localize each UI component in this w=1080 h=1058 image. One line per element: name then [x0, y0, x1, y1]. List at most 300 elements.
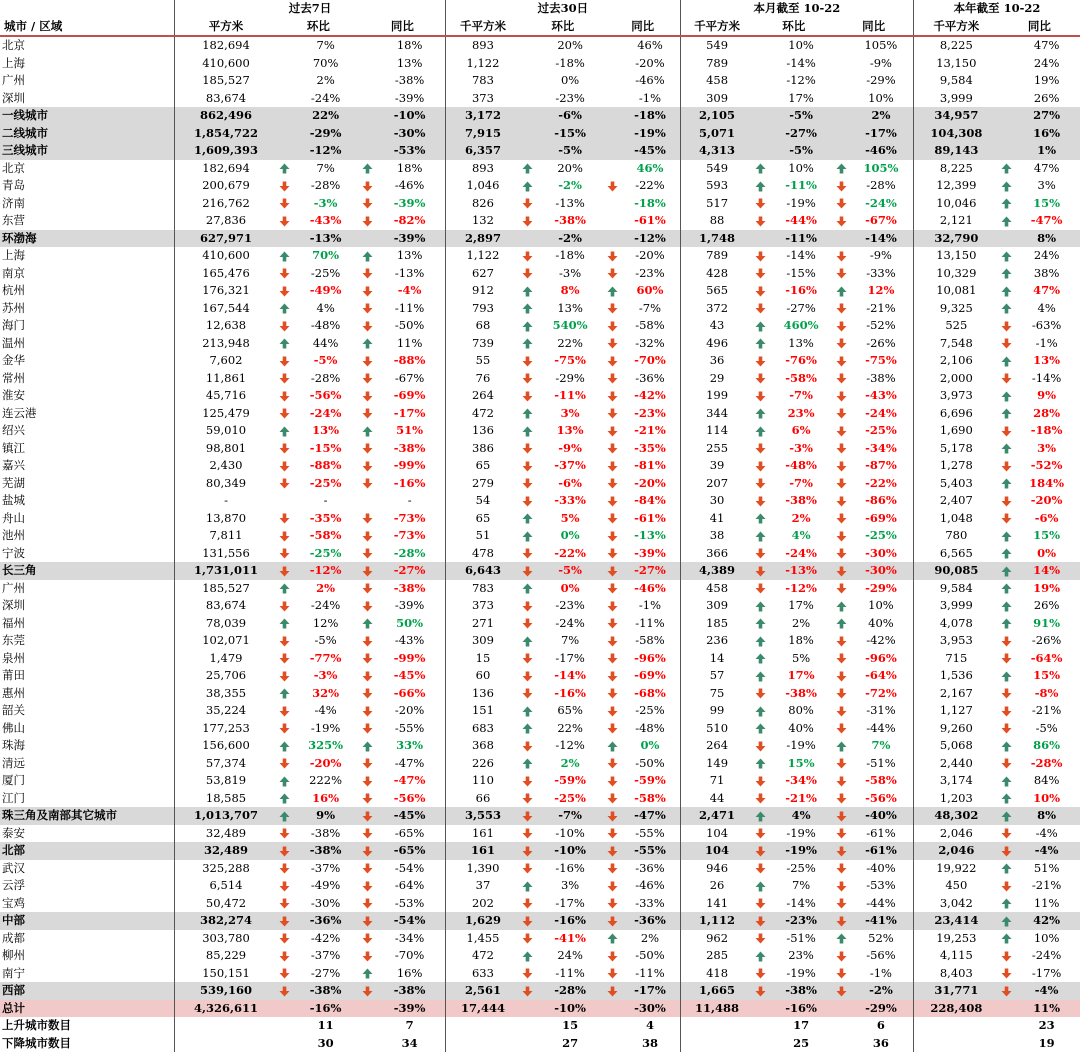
arrow-down-icon — [605, 247, 620, 265]
change-cell: -39% — [393, 230, 426, 245]
arrow-down-icon — [753, 842, 768, 860]
arrow-down-icon — [753, 930, 768, 948]
arrow-down-icon — [360, 580, 375, 598]
value-cell: 15 — [445, 650, 520, 668]
change-cell: -5% — [558, 563, 582, 577]
change-cell: -17% — [555, 895, 585, 910]
change-cell: -40% — [866, 860, 896, 875]
value-cell: 31,771 — [913, 982, 998, 1000]
yoy-header: 同比 — [360, 18, 445, 37]
change-cell: -9% — [869, 55, 892, 70]
arrow-down-icon — [520, 737, 535, 755]
change-cell: -47% — [634, 808, 666, 822]
change-cell: 17% — [787, 668, 815, 682]
value-cell: 98,801 — [175, 440, 277, 458]
row-label: 金华 — [2, 353, 25, 367]
value-cell: 182,694 — [175, 160, 277, 178]
change-cell: 4 — [645, 1018, 654, 1032]
change-cell: -12% — [785, 580, 817, 595]
value-cell: 110 — [445, 772, 520, 790]
change-cell: 17% — [788, 90, 814, 105]
arrow-down-icon — [277, 632, 292, 650]
table-row — [0, 247, 1080, 265]
arrow-up-icon — [520, 702, 535, 720]
value-cell: 264 — [680, 737, 753, 755]
arrow-up-icon — [999, 772, 1014, 790]
change-cell: -15% — [786, 265, 816, 280]
row-label: 二线城市 — [2, 125, 48, 140]
arrow-down-icon — [520, 212, 535, 230]
change-cell: -30% — [634, 1000, 666, 1015]
value-cell: 309 — [680, 597, 753, 615]
change-cell: 28% — [1033, 405, 1061, 420]
value-cell: 11,861 — [175, 370, 277, 388]
value-cell: 55 — [445, 352, 520, 370]
arrow-down-icon — [360, 772, 375, 790]
arrow-up-icon — [999, 265, 1014, 283]
change-cell: -12% — [555, 738, 585, 752]
value-cell: 53,819 — [175, 772, 277, 790]
change-cell: -59% — [554, 773, 586, 787]
arrow-up-icon — [520, 422, 535, 440]
change-cell: 32% — [312, 685, 340, 700]
value-cell: 893 — [445, 36, 520, 55]
value-cell: 2,471 — [680, 807, 753, 825]
table-row — [0, 702, 1080, 720]
change-cell: -53% — [394, 895, 425, 910]
value-cell: 1,455 — [445, 930, 520, 948]
icon-slot — [277, 55, 292, 73]
change-cell: -43% — [865, 388, 897, 402]
arrow-up-icon — [753, 947, 768, 965]
value-cell: 4,313 — [680, 142, 753, 160]
value-cell: 12,638 — [175, 317, 277, 335]
row-label: 福州 — [2, 615, 25, 630]
yoy-header: 同比 — [999, 18, 1080, 37]
value-cell: 739 — [445, 335, 520, 353]
arrow-up-icon — [999, 807, 1014, 825]
change-cell: -25% — [310, 265, 341, 280]
change-cell: 17 — [793, 1018, 810, 1032]
change-cell: -76% — [785, 353, 817, 367]
arrow-down-icon — [277, 702, 292, 720]
value-cell: 88 — [680, 212, 753, 230]
icon-slot — [753, 90, 768, 108]
change-cell: -61% — [634, 510, 666, 525]
change-cell: -73% — [393, 510, 426, 525]
change-cell: -38% — [785, 983, 817, 997]
arrow-down-icon — [753, 265, 768, 283]
value-cell: 264 — [445, 387, 520, 405]
change-cell: -66% — [393, 685, 426, 700]
group-header-year: 本年截至 10-22 — [913, 0, 1080, 18]
ring-header: 环比 — [277, 18, 360, 37]
arrow-down-icon — [605, 370, 620, 388]
change-cell: 13% — [556, 423, 584, 437]
change-cell: -18% — [1030, 423, 1063, 437]
value-cell: 1,122 — [445, 55, 520, 73]
arrow-down-icon — [753, 352, 768, 370]
change-cell: -46% — [394, 178, 425, 192]
value-cell: 78,039 — [175, 615, 277, 633]
arrow-down-icon — [277, 860, 292, 878]
change-cell: -61% — [634, 213, 666, 227]
change-cell: -43% — [394, 633, 425, 647]
table-row — [0, 685, 1080, 703]
value-cell: 39 — [680, 457, 753, 475]
icon-slot — [999, 55, 1014, 73]
change-cell: 460% — [783, 318, 819, 332]
arrow-down-icon — [605, 580, 620, 598]
arrow-down-icon — [520, 457, 535, 475]
arrow-down-icon — [520, 667, 535, 685]
value-cell: 8,225 — [913, 36, 998, 55]
arrow-down-icon — [605, 492, 620, 510]
change-cell: -75% — [554, 353, 586, 367]
change-cell: 38% — [1033, 265, 1060, 280]
table-row — [0, 317, 1080, 335]
value-cell: 472 — [445, 405, 520, 423]
arrow-down-icon — [834, 860, 849, 878]
arrow-down-icon — [834, 947, 849, 965]
change-cell: -61% — [865, 843, 897, 857]
change-cell: -24% — [865, 405, 897, 420]
change-cell: 26% — [1033, 90, 1060, 105]
table-row — [0, 422, 1080, 440]
change-cell: -27% — [785, 125, 817, 140]
change-cell: -24% — [310, 598, 341, 612]
summary-row — [0, 912, 1080, 930]
change-cell: -16% — [785, 1000, 817, 1015]
value-cell: 161 — [445, 825, 520, 843]
change-cell: -34% — [394, 930, 425, 945]
arrow-up-icon — [999, 195, 1014, 213]
table-row — [0, 212, 1080, 230]
icon-slot — [360, 142, 375, 160]
value-cell: 3,042 — [913, 895, 998, 913]
icon-slot — [999, 1035, 1014, 1053]
icon-slot — [520, 107, 535, 125]
change-cell: -12% — [786, 73, 816, 87]
value-cell: 1,854,722 — [175, 125, 277, 143]
icon-slot — [834, 125, 849, 143]
change-cell: 46% — [636, 160, 664, 175]
arrow-up-icon — [753, 632, 768, 650]
icon-slot — [277, 142, 292, 160]
value-cell: 185,527 — [175, 580, 277, 598]
change-cell: 7% — [560, 633, 580, 647]
icon-slot — [360, 125, 375, 143]
change-cell: 20% — [557, 160, 583, 175]
value-cell: 165,476 — [175, 265, 277, 283]
arrow-down-icon — [277, 947, 292, 965]
row-label: 东营 — [2, 213, 25, 227]
arrow-down-icon — [605, 615, 620, 633]
value-cell: 1,629 — [445, 912, 520, 930]
icon-slot — [753, 107, 768, 125]
value-cell: 410,600 — [175, 55, 277, 73]
change-cell: -55% — [394, 720, 425, 735]
arrow-down-icon — [520, 387, 535, 405]
change-cell: -37% — [310, 948, 341, 962]
change-cell: -11% — [394, 300, 425, 315]
arrow-down-icon — [605, 632, 620, 650]
arrow-up-icon — [360, 737, 375, 755]
value-cell: 37 — [445, 877, 520, 895]
value-cell: 136 — [445, 422, 520, 440]
value-cell: 104 — [680, 825, 753, 843]
change-cell: -10% — [554, 1000, 586, 1015]
value-cell: 1,690 — [913, 422, 998, 440]
value-cell: 131,556 — [175, 545, 277, 563]
arrow-down-icon — [360, 475, 375, 493]
arrow-down-icon — [753, 457, 768, 475]
change-cell: -3% — [313, 668, 338, 682]
change-cell: -18% — [555, 248, 585, 262]
summary-row — [0, 107, 1080, 125]
value-cell: 200,679 — [175, 177, 277, 195]
arrow-up-icon — [999, 895, 1014, 913]
change-cell: -16% — [393, 475, 426, 490]
table-row — [0, 370, 1080, 388]
icon-slot — [999, 125, 1014, 143]
row-label: 嘉兴 — [2, 458, 25, 472]
arrow-down-icon — [277, 545, 292, 563]
change-cell: -56% — [865, 790, 897, 805]
change-cell: -46% — [865, 143, 897, 157]
arrow-down-icon — [753, 982, 768, 1000]
change-cell: 24% — [557, 948, 583, 962]
change-cell: -33% — [554, 493, 586, 507]
change-cell: -14% — [554, 668, 586, 682]
change-cell: -13% — [634, 528, 666, 542]
change-cell: -2% — [869, 983, 893, 997]
arrow-down-icon — [277, 895, 292, 913]
arrow-down-icon — [277, 842, 292, 860]
arrow-down-icon — [753, 545, 768, 563]
value-cell: 549 — [680, 160, 753, 178]
table-row — [0, 930, 1080, 948]
change-cell: 51% — [1033, 860, 1060, 875]
row-label: 莆田 — [2, 668, 25, 682]
icon-slot — [834, 142, 849, 160]
table-row — [0, 352, 1080, 370]
icon-slot — [520, 55, 535, 73]
arrow-down-icon — [753, 580, 768, 598]
arrow-down-icon — [834, 807, 849, 825]
arrow-down-icon — [520, 790, 535, 808]
change-cell: -42% — [634, 388, 666, 402]
arrow-down-icon — [834, 492, 849, 510]
change-cell: -5% — [789, 143, 813, 157]
unit-header: 千平方米 — [445, 18, 520, 37]
change-cell: 91% — [1033, 615, 1061, 630]
row-label: 东莞 — [2, 633, 25, 647]
arrow-down-icon — [520, 265, 535, 283]
change-cell: 105% — [864, 38, 898, 52]
table-row — [0, 335, 1080, 353]
unit-header: 平方米 — [175, 18, 277, 37]
arrow-down-icon — [605, 265, 620, 283]
value-cell: 633 — [445, 965, 520, 983]
change-cell: -64% — [1030, 650, 1063, 665]
value-cell — [680, 1035, 753, 1053]
arrow-up-icon — [520, 632, 535, 650]
value-cell: 7,602 — [175, 352, 277, 370]
change-cell: 12% — [867, 283, 895, 297]
row-label: 中部 — [2, 913, 25, 927]
value-cell: 593 — [680, 177, 753, 195]
icon-slot — [605, 1017, 620, 1035]
change-cell: -14% — [786, 895, 816, 910]
arrow-down-icon — [834, 300, 849, 318]
arrow-down-icon — [605, 300, 620, 318]
arrow-down-icon — [753, 790, 768, 808]
icon-slot — [360, 1035, 375, 1053]
value-cell: 510 — [680, 720, 753, 738]
change-cell: -38% — [310, 825, 341, 840]
arrow-down-icon — [753, 895, 768, 913]
row-label: 池州 — [2, 528, 25, 542]
change-cell: -84% — [634, 493, 666, 507]
arrow-down-icon — [360, 877, 375, 895]
table-row — [0, 667, 1080, 685]
change-cell: -38% — [309, 843, 342, 857]
change-cell: 8% — [1037, 230, 1057, 245]
value-cell: 2,561 — [445, 982, 520, 1000]
change-cell: -22% — [635, 178, 665, 192]
arrow-down-icon — [520, 650, 535, 668]
arrow-up-icon — [999, 440, 1014, 458]
change-cell: 13% — [396, 248, 423, 262]
arrow-up-icon — [834, 282, 849, 300]
row-label: 北部 — [2, 843, 25, 857]
change-cell: -1% — [1035, 335, 1058, 350]
arrow-down-icon — [360, 667, 375, 685]
arrow-down-icon — [360, 282, 375, 300]
icon-slot — [605, 212, 620, 230]
change-cell: -24% — [785, 545, 817, 560]
arrow-down-icon — [834, 387, 849, 405]
change-cell: 47% — [1033, 283, 1061, 297]
change-cell: 65% — [557, 703, 583, 717]
change-cell: 24% — [1033, 55, 1060, 70]
arrow-down-icon — [834, 422, 849, 440]
value-cell: 6,696 — [913, 405, 998, 423]
change-cell: 22% — [557, 720, 583, 735]
row-label: 海门 — [2, 318, 25, 332]
arrow-down-icon — [520, 982, 535, 1000]
change-cell: -11% — [635, 965, 665, 980]
change-cell: 19 — [1038, 1035, 1055, 1050]
change-cell: 222% — [309, 773, 343, 787]
row-label: 韶关 — [2, 703, 25, 717]
change-cell: 15% — [787, 755, 815, 770]
table-row — [0, 492, 1080, 510]
arrow-up-icon — [277, 685, 292, 703]
row-label: 总计 — [2, 1000, 25, 1015]
value-cell: 789 — [680, 247, 753, 265]
ring-header: 环比 — [753, 18, 834, 37]
change-cell: -7% — [558, 808, 582, 822]
row-label: 淮安 — [2, 388, 25, 402]
arrow-down-icon — [277, 755, 292, 773]
change-cell: -41% — [554, 930, 586, 945]
row-label: 北京 — [2, 160, 25, 175]
value-cell: 11,488 — [680, 1000, 753, 1018]
change-cell: 23 — [1038, 1018, 1055, 1032]
value-cell: 48,302 — [913, 807, 998, 825]
arrow-down-icon — [834, 352, 849, 370]
arrow-down-icon — [277, 965, 292, 983]
value-cell: 372 — [680, 300, 753, 318]
row-label: 下降城市数目 — [2, 1035, 71, 1050]
change-cell: -28% — [310, 370, 341, 385]
change-cell: -47% — [393, 773, 426, 787]
change-cell: -5% — [1035, 720, 1058, 735]
arrow-down-icon — [999, 510, 1014, 528]
arrow-down-icon — [605, 825, 620, 843]
change-cell: -12% — [634, 230, 666, 245]
icon-slot — [360, 107, 375, 125]
change-cell: -17% — [865, 125, 897, 140]
change-cell: 7% — [791, 878, 811, 892]
arrow-down-icon — [360, 177, 375, 195]
change-cell: -99% — [393, 458, 426, 472]
change-cell: 9% — [316, 808, 336, 822]
change-cell: -30% — [310, 895, 341, 910]
arrow-down-icon — [520, 685, 535, 703]
change-cell: -54% — [394, 860, 425, 875]
change-cell: -17% — [555, 650, 585, 665]
change-cell: 30 — [317, 1035, 334, 1050]
arrow-down-icon — [360, 650, 375, 668]
change-cell: 23% — [787, 405, 815, 420]
arrow-down-icon — [834, 457, 849, 475]
change-cell: -34% — [785, 773, 817, 787]
arrow-down-icon — [753, 212, 768, 230]
arrow-down-icon — [753, 685, 768, 703]
row-label: 镇江 — [2, 440, 25, 455]
table-row — [0, 405, 1080, 423]
change-cell: -18% — [634, 108, 666, 122]
change-cell: 12% — [312, 615, 339, 630]
value-cell: 368 — [445, 737, 520, 755]
arrow-down-icon — [360, 895, 375, 913]
change-cell: 46% — [637, 38, 663, 52]
arrow-up-icon — [999, 352, 1014, 370]
arrow-down-icon — [277, 527, 292, 545]
change-cell: -36% — [634, 913, 666, 927]
change-cell: 3% — [560, 878, 580, 892]
arrow-down-icon — [360, 685, 375, 703]
arrow-down-icon — [834, 562, 849, 580]
change-cell: -58% — [635, 633, 665, 647]
arrow-down-icon — [520, 807, 535, 825]
change-cell: -21% — [634, 423, 666, 437]
icon-slot — [753, 36, 768, 55]
value-cell: 32,489 — [175, 825, 277, 843]
change-cell: -21% — [785, 790, 817, 805]
row-label: 宝鸡 — [2, 895, 25, 910]
arrow-down-icon — [999, 720, 1014, 738]
row-label: 西部 — [2, 983, 25, 997]
value-cell: 45,716 — [175, 387, 277, 405]
arrow-up-icon — [605, 737, 620, 755]
change-cell: -49% — [310, 878, 341, 892]
change-cell: -19% — [786, 195, 816, 210]
arrow-up-icon — [999, 597, 1014, 615]
